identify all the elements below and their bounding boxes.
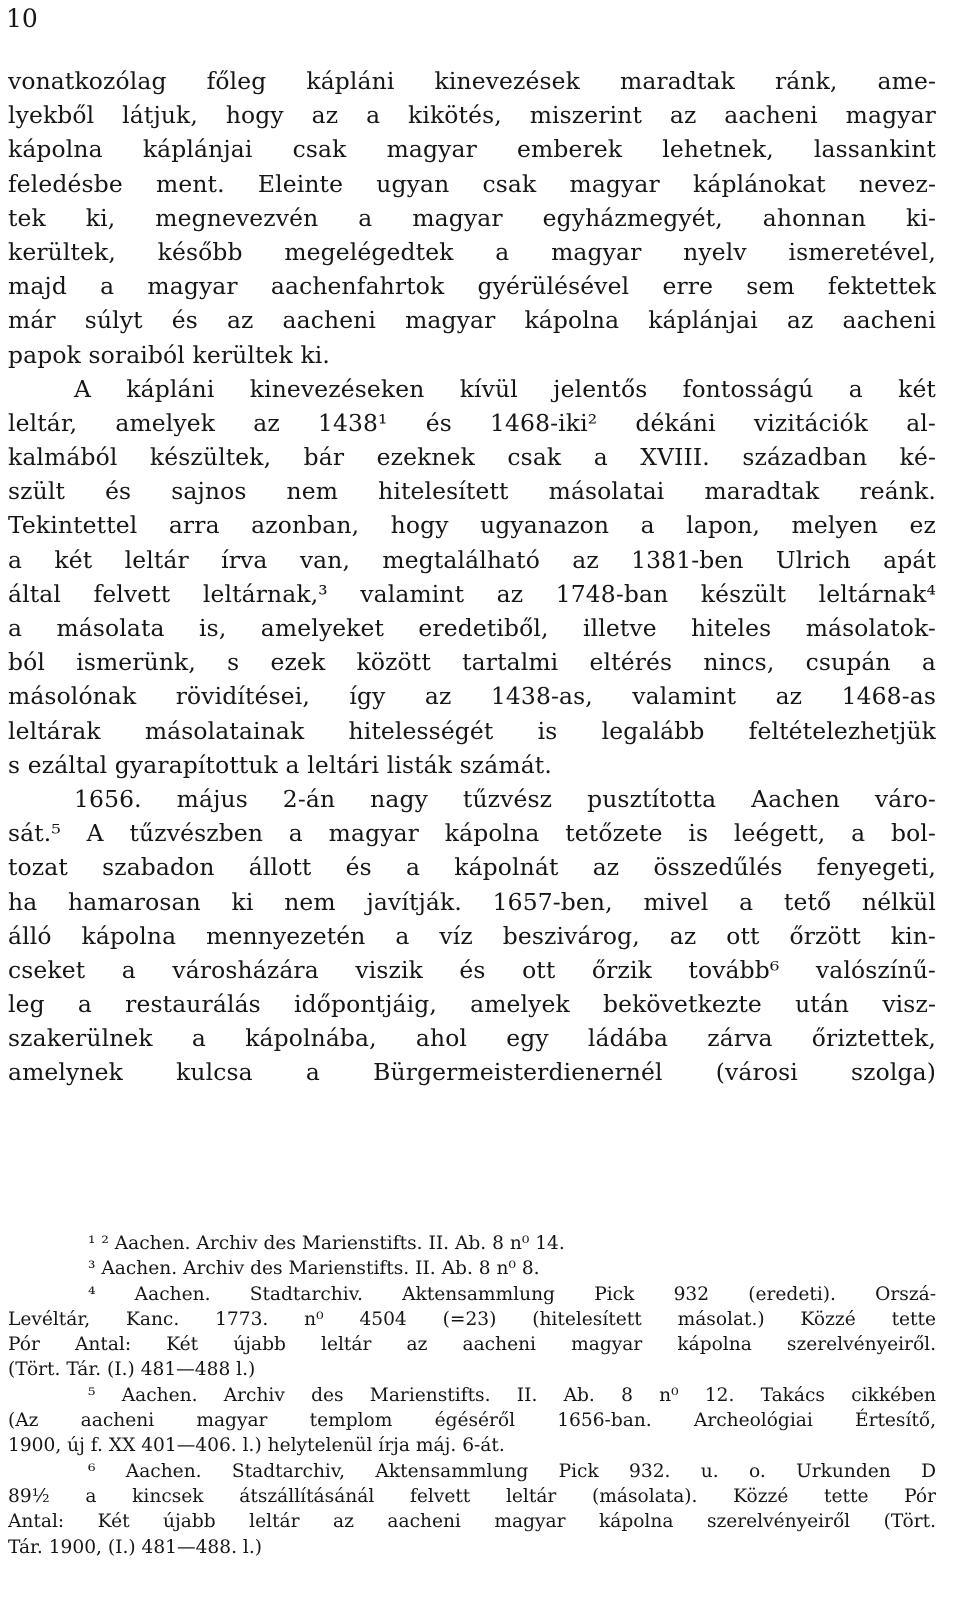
- footnote-line: ⁶ Aachen. Stadtarchiv, Aktensammlung Pick 932. u. o. Urkunden D: [88, 1460, 936, 1482]
- footnote-line: 1900, új f. XX 401—406. l.) helytelenül írja máj. 6-át.: [8, 1435, 505, 1457]
- body-text: [8, 64, 936, 1090]
- body-line: által felvett leltárnak,³ valamint az 1748-ban készült leltárnak⁴: [8, 579, 936, 608]
- body-line: kalmából készültek, bár ezeknek csak a XVIII. században ké-: [8, 443, 936, 472]
- footnote-line: Levéltár, Kanc. 1773. n⁰ 4504 (=23) (hitelesített másolat.) Közzé tette: [8, 1308, 936, 1330]
- body-line: A káplánі kinevezéseken kívül jelentős fontosságú a két: [74, 374, 936, 403]
- body-line: leltárak másolatainak hitelességét is legalább feltételezhetjük: [8, 716, 936, 745]
- body-line: álló kápolna mennyezetén a víz beszivárog, az ott őrzött kin-: [8, 921, 936, 950]
- body-line: lyekből látjuk, hogy az a kikötés, miszerint az aacheni magyar: [8, 101, 936, 130]
- body-line: sát.⁵ A tűzvészben a magyar kápolna tetőzete is leégett, a bol-: [8, 819, 936, 848]
- body-line: másolónak rövidítései, így az 1438-as, valamint az 1468-as: [8, 682, 936, 711]
- footnote-line: ³ Aachen. Archiv des Marienstifts. II. Ab. 8 n⁰ 8.: [88, 1258, 540, 1280]
- body-line: tek ki, megnevezvén a magyar egyházmegyét, ahonnan ki-: [8, 203, 936, 232]
- footnote-line: (Tört. Tár. (I.) 481—488 l.): [8, 1359, 256, 1381]
- body-line: vonatkozólag főleg káplánі kinevezések maradtak ránk, ame-: [8, 67, 936, 95]
- body-line: cseket a városházára viszik és ott őrzik tovább⁶ valószínű-: [8, 955, 936, 984]
- body-line: a két leltár írva van, megtalálható az 1381-ben Ulrich apát: [8, 545, 936, 574]
- footnote-line: ⁵ Aachen. Archiv des Marienstifts. II. Ab. 8 n⁰ 12. Takács cikkében: [88, 1384, 936, 1406]
- footnote-line: Pór Antal: Két újabb leltár az aacheni magyar kápolna szerelvényeiről.: [8, 1334, 936, 1356]
- footnote-line: ¹ ² Aachen. Archiv des Marienstifts. II. Ab. 8 n⁰ 14.: [88, 1233, 565, 1254]
- body-line: leg a restaurálás időpontjáig, amelyek bekövetkezte után visz-: [8, 990, 936, 1019]
- body-line: kerültek, később megelégedtek a magyar nyelv ismeretével,: [8, 237, 936, 266]
- body-line: tozat szabadon állott és a kápolnát az összedűlés fenyegeti,: [8, 853, 936, 882]
- footnote-line: Tár. 1900, (I.) 481—488. l.): [8, 1536, 263, 1558]
- footnote-line: ⁴ Aachen. Stadtarchiv. Aktensammlung Pick 932 (eredeti). Orszá-: [88, 1283, 936, 1305]
- body-line: már súlyt és az aacheni magyar kápolna káplánjai az aacheni: [8, 306, 936, 335]
- body-line: Tekintettel arra azonban, hogy ugyanazon a lapon, melyen ez: [8, 511, 936, 540]
- body-line: majd a magyar aachenfahrtok gyérülésével erre sem fektettek: [8, 272, 936, 301]
- body-line: feledésbe ment. Eleinte ugyan csak magyar káplánokat nevez-: [8, 169, 936, 198]
- body-line: s ezáltal gyarapítottuk a leltári listák számát.: [8, 750, 552, 779]
- body-line: kápolna káplánjai csak magyar emberek lehetnek, lassankint: [8, 135, 936, 164]
- body-line: ból ismerünk, s ezek között tartalmi eltérés nincs, csupán a: [8, 648, 936, 677]
- body-line: szakerülnek a kápolnába, ahol egy ládába zárva őriztettek,: [8, 1024, 936, 1053]
- body-line: amelynek kulcsa a Bürgermeisterdienernél (városi szolga): [8, 1058, 936, 1087]
- body-line: ha hamarosan ki nem javítják. 1657-ben, mivel a tető nélkül: [8, 887, 936, 916]
- body-line: leltár, amelyek az 1438¹ és 1468-iki² dékáni vizitációk al-: [8, 408, 936, 437]
- footnotes: [8, 1231, 936, 1560]
- page-number: 10: [6, 4, 38, 33]
- body-line: a másolata is, amelyeket eredetiből, illetve hiteles másolatok-: [8, 614, 936, 642]
- body-line: 1656. május 2-án nagy tűzvész pusztította Aachen váro-: [74, 784, 936, 813]
- footnote-line: (Az aacheni magyar templom égéséről 1656-ban. Archeológiai Értesítő,: [8, 1410, 936, 1432]
- body-line: papok soraiból kerültek ki.: [8, 340, 330, 369]
- footnote-line: Antal: Két újabb leltár az aacheni magyar kápolna szerelvényeiről (Tört.: [8, 1511, 936, 1533]
- footnote-line: 89½ a kincsek átszállításánál felvett leltár (másolata). Közzé tette Pór: [8, 1485, 936, 1507]
- body-line: szült és sajnos nem hitelesített másolatai maradtak reánk.: [8, 477, 936, 506]
